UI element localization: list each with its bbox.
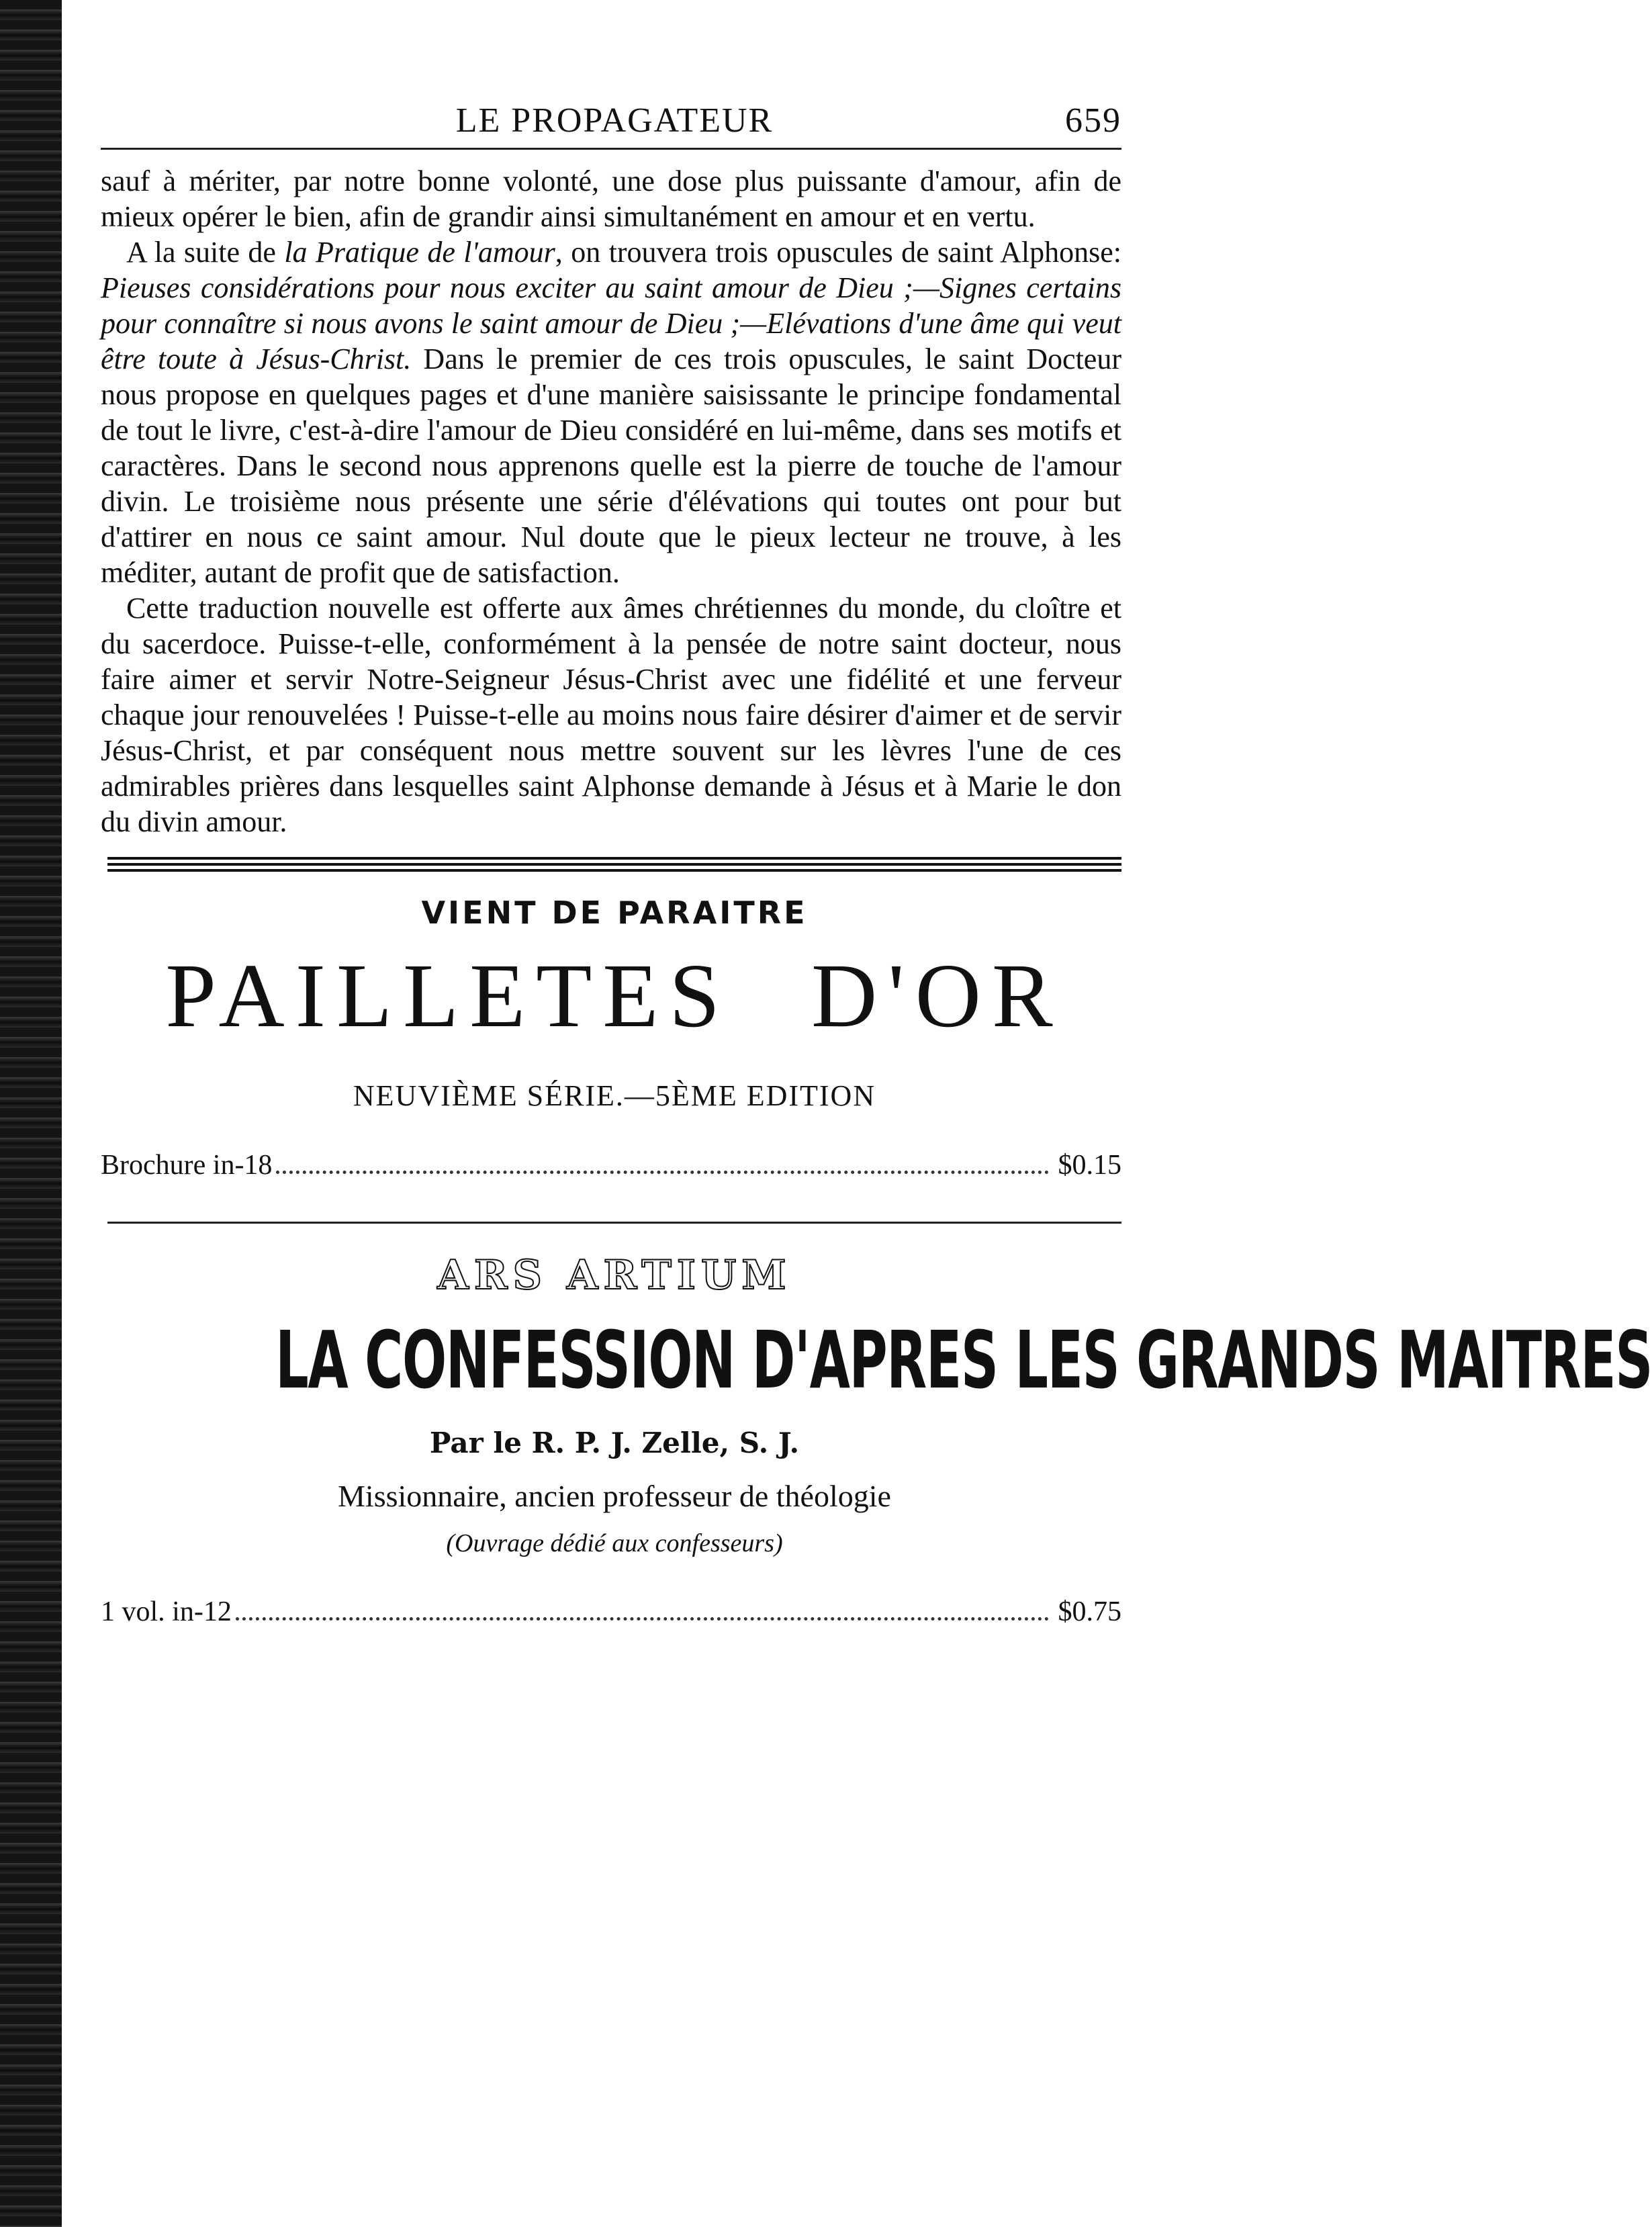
ad2-dedication: (Ouvrage dédié aux confesseurs)	[446, 1529, 783, 1557]
page	[101, 101, 1652, 1628]
ad1-item: Brochure in-18	[101, 1150, 273, 1181]
ad-heading-ars-artium: ARS ARTIUM	[437, 1252, 792, 1299]
opuscule-titles: Pieuses considérations pour nous exciter au saint amour de Dieu ;—Signes certains pour connaître si nous avons le saint amour de Dieu ;—Elévations d'une âme qui veut être toute à Jésus-Christ.	[101, 271, 1121, 375]
ad2-author: Par le R. P. J. Zelle, S. J.	[429, 1426, 800, 1459]
work-title: la Pratique de l'amour	[284, 236, 555, 269]
header-rule	[101, 148, 1121, 150]
section-double-rule	[107, 857, 1121, 872]
ad-title-confession: LA CONFESSION D'APRES LES GRANDS MAITRES	[275, 1314, 1652, 1406]
ad2-author-role: Missionnaire, ancien professeur de théologie	[338, 1479, 891, 1513]
leader-dots	[236, 1617, 1049, 1621]
paragraph-1: sauf à mériter, par notre bonne volonté, une dose plus puissante d'amour, afin de mieux opérer le bien, afin de grandir ainsi simultanément en amour et en vertu.	[101, 165, 1121, 233]
ad1-price-line	[101, 1149, 1128, 1181]
paragraph-3: Cette traduction nouvelle est offerte aux âmes chrétiennes du monde, du cloître et du sacerdoce. Puisse-t-elle, conformément à la pensée de notre saint docteur, nous faire aimer et servir Notre-Seigneur Jésus-Christ avec une fidélité et une ferveur chaque jour renouvelées ! Puisse-t-elle au moins nous faire désirer d'aimer et de servir Jésus-Christ, et par conséquent nous mettre souvent sur les lèvres l'une de ces admirables prières dans lesquelles saint Alphonse demande à Jésus et à Marie le don du divin amour.	[101, 592, 1121, 838]
ad-title-paillettes: PAILLETES D'OR	[165, 946, 1064, 1046]
ad2-price: $0.75	[1058, 1596, 1121, 1627]
ad1-price: $0.15	[1058, 1150, 1121, 1181]
book-binding-edge	[0, 0, 62, 2227]
ad2-item: 1 vol. in-12	[101, 1596, 232, 1627]
ad-separator-rule	[107, 1222, 1121, 1224]
article-body	[101, 163, 1128, 839]
running-header	[101, 101, 1128, 148]
ad-heading-vient-de-paraitre: VIENT DE PARAITRE	[421, 895, 808, 931]
leader-dots	[276, 1171, 1048, 1174]
journal-title: LE PROPAGATEUR	[455, 101, 774, 140]
paragraph-2: A la suite de la Pratique de l'amour, on trouvera trois opuscules de saint Alphonse: Pieuses considérations pour nous exciter au saint amour de Dieu ;—Signes certains pour connaître si nous avons le saint amour de Dieu ;—Elévations d'une âme qui veut être toute à Jésus-Christ. Dans le premier de ces trois opuscules, le saint Docteur nous propose en quelques pages et d'une manière saisissante le principe fondamental de tout le livre, c'est-à-dire l'amour de Dieu considéré en lui-même, dans ses motifs et caractères. Dans le second nous apprenons quelle est la pierre de touche de l'amour divin. Le troisième nous présente une série d'élévations qui toutes ont pour but d'attirer en nous ce saint amour. Nul doute que le pieux lecteur ne trouve, à les méditer, autant de profit que de satisfaction.	[101, 236, 1122, 589]
ad2-price-line	[101, 1596, 1128, 1628]
ad-subtitle-edition: NEUVIÈME SÉRIE.—5ÈME EDITION	[353, 1079, 876, 1112]
page-number: 659	[1065, 101, 1121, 140]
